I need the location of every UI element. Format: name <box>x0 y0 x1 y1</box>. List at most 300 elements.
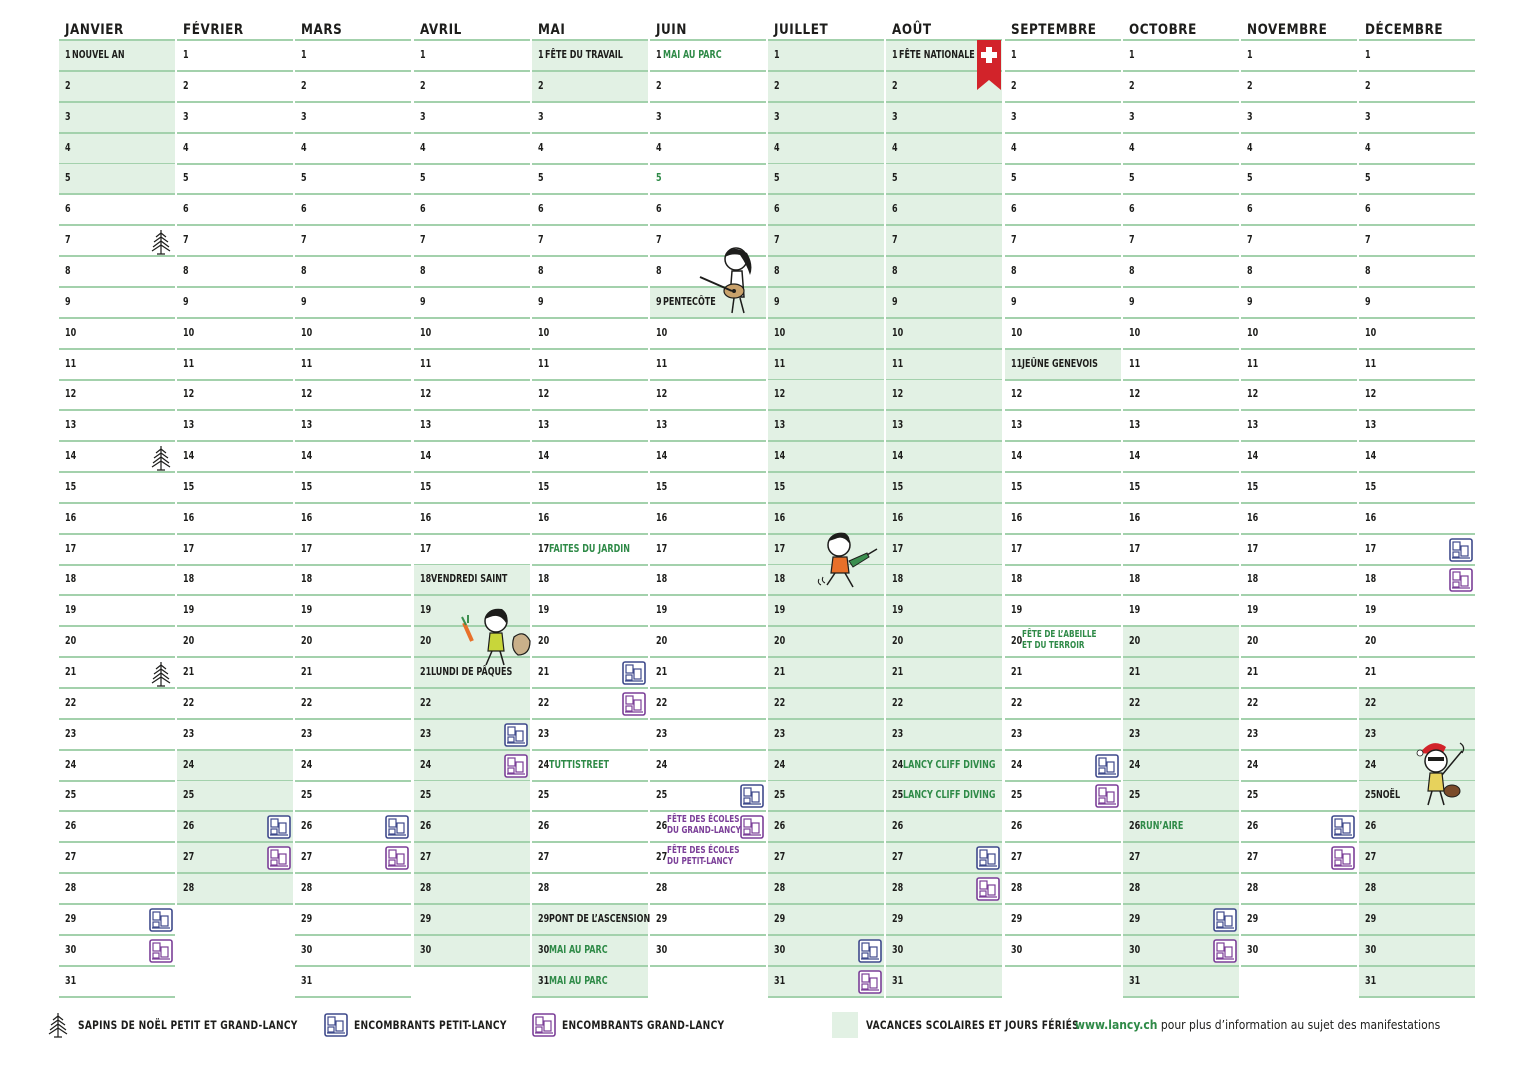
day-cell <box>414 195 530 226</box>
day-cell <box>295 967 411 998</box>
month-title: SEPTEMBRE <box>1011 22 1097 38</box>
day-cell <box>1241 226 1357 257</box>
day-cell <box>532 874 648 905</box>
day-number: 18 <box>892 573 904 585</box>
day-number: 21 <box>1011 666 1023 678</box>
day-number: 26 <box>1365 820 1377 832</box>
day-cell <box>177 565 293 596</box>
bulky-waste-petit-lancy-icon <box>385 815 409 839</box>
day-number: 14 <box>892 450 904 462</box>
day-cell <box>59 473 175 504</box>
day-number: 7 <box>420 234 426 246</box>
day-number: 19 <box>1129 604 1141 616</box>
day-number: 23 <box>1365 728 1377 740</box>
day-number: 5 <box>65 172 71 184</box>
day-cell <box>1359 689 1475 720</box>
day-cell <box>177 596 293 627</box>
day-cell <box>650 843 766 874</box>
event-label: RUN’AIRE <box>1140 820 1184 832</box>
legend-holidays <box>832 1005 1108 1045</box>
day-cell <box>886 689 1002 720</box>
day-cell <box>1005 257 1121 288</box>
day-cell <box>177 134 293 165</box>
day-cell <box>532 226 648 257</box>
day-number: 15 <box>538 481 550 493</box>
day-number: 20 <box>420 635 432 647</box>
day-number: 18 <box>183 573 195 585</box>
bulky-waste-petit-lancy-icon <box>976 846 1000 870</box>
day-number: 4 <box>420 142 426 154</box>
day-cell <box>532 967 648 998</box>
day-cell <box>295 504 411 535</box>
day-cell <box>1005 751 1121 782</box>
day-cell <box>1005 72 1121 103</box>
day-number: 20 <box>656 635 668 647</box>
day-cell <box>1123 226 1239 257</box>
day-cell <box>768 226 884 257</box>
day-number: 4 <box>65 142 71 154</box>
day-cell <box>414 288 530 319</box>
day-number: 27 <box>1365 851 1377 863</box>
day-cell <box>1359 411 1475 442</box>
day-number: 15 <box>1365 481 1377 493</box>
day-number: 2 <box>1011 80 1017 92</box>
day-cell <box>1359 874 1475 905</box>
day-cell <box>886 658 1002 689</box>
day-cell <box>886 627 1002 658</box>
day-cell <box>414 936 530 967</box>
day-cell <box>1359 535 1475 566</box>
day-number: 1 <box>656 49 662 61</box>
day-number: 27 <box>420 851 432 863</box>
bulky-waste-grand-lancy-icon <box>858 970 882 994</box>
day-number: 19 <box>1011 604 1023 616</box>
day-cell <box>1005 504 1121 535</box>
day-cell <box>59 967 175 998</box>
website-note <box>1075 1018 1440 1032</box>
day-cell <box>295 72 411 103</box>
day-cell <box>295 380 411 411</box>
day-cell <box>295 720 411 751</box>
day-number: 14 <box>420 450 432 462</box>
day-cell <box>295 596 411 627</box>
day-cell <box>1005 781 1121 812</box>
day-number: 6 <box>774 203 780 215</box>
day-cell <box>886 319 1002 350</box>
day-number: 24 <box>892 759 904 771</box>
day-number: 19 <box>538 604 550 616</box>
day-cell <box>1005 350 1121 381</box>
day-cell <box>177 442 293 473</box>
day-cell <box>1241 843 1357 874</box>
day-cell <box>1359 812 1475 843</box>
day-cell <box>1123 843 1239 874</box>
day-cell <box>650 164 766 195</box>
day-number: 31 <box>538 975 550 987</box>
day-number: 5 <box>1129 172 1135 184</box>
day-cell <box>1005 905 1121 936</box>
day-number: 24 <box>656 759 668 771</box>
day-cell <box>1359 843 1475 874</box>
day-number: 29 <box>301 913 313 925</box>
day-cell <box>295 905 411 936</box>
day-number: 20 <box>1247 635 1259 647</box>
christmas-tree-icon <box>46 1012 70 1038</box>
day-number: 23 <box>301 728 313 740</box>
day-cell <box>295 164 411 195</box>
day-cell <box>1241 596 1357 627</box>
day-cell <box>886 288 1002 319</box>
day-cell <box>1241 936 1357 967</box>
day-number: 12 <box>301 388 313 400</box>
day-cell <box>1241 72 1357 103</box>
day-cell <box>532 473 648 504</box>
day-number: 10 <box>1247 327 1259 339</box>
day-cell <box>768 473 884 504</box>
day-number: 27 <box>538 851 550 863</box>
day-number: 16 <box>1247 512 1259 524</box>
day-number: 6 <box>420 203 426 215</box>
day-cell <box>295 411 411 442</box>
day-number: 29 <box>65 913 77 925</box>
day-number: 9 <box>183 296 189 308</box>
day-cell <box>295 103 411 134</box>
day-cell <box>59 411 175 442</box>
event-label: PENTECÔTE <box>663 296 716 308</box>
day-number: 18 <box>1247 573 1259 585</box>
day-cell <box>1359 103 1475 134</box>
day-cell <box>59 936 175 967</box>
day-cell <box>177 781 293 812</box>
day-number: 20 <box>1129 635 1141 647</box>
day-cell <box>650 41 766 72</box>
day-number: 21 <box>65 666 77 678</box>
day-number: 3 <box>1011 111 1017 123</box>
day-number: 20 <box>1365 635 1377 647</box>
bulky-waste-grand-lancy-icon <box>1449 568 1473 592</box>
day-number: 20 <box>183 635 195 647</box>
day-cell <box>1005 843 1121 874</box>
day-cell <box>1005 195 1121 226</box>
day-number: 25 <box>301 789 313 801</box>
day-number: 14 <box>1247 450 1259 462</box>
day-number: 29 <box>1247 913 1259 925</box>
day-cell <box>1005 473 1121 504</box>
day-cell <box>59 689 175 720</box>
legend-trees-label: SAPINS DE NOËL PETIT ET GRAND-LANCY <box>78 1018 298 1032</box>
day-number: 12 <box>65 388 77 400</box>
day-cell <box>768 967 884 998</box>
day-number: 2 <box>656 80 662 92</box>
day-cell <box>177 41 293 72</box>
month-title: JUIN <box>656 22 687 38</box>
day-number: 29 <box>538 913 550 925</box>
day-cell <box>768 720 884 751</box>
day-cell <box>768 874 884 905</box>
day-number: 10 <box>774 327 786 339</box>
day-cell <box>295 751 411 782</box>
day-number: 24 <box>1129 759 1141 771</box>
day-number: 22 <box>892 697 904 709</box>
day-cell <box>59 658 175 689</box>
bulky-waste-grand-lancy-icon <box>1331 846 1355 870</box>
day-cell <box>768 350 884 381</box>
day-number: 26 <box>1129 820 1141 832</box>
day-cell <box>532 535 648 566</box>
day-cell <box>177 350 293 381</box>
day-number: 8 <box>1247 265 1253 277</box>
day-number: 2 <box>301 80 307 92</box>
day-number: 4 <box>1129 142 1135 154</box>
day-cell <box>886 843 1002 874</box>
day-number: 3 <box>538 111 544 123</box>
day-cell <box>177 319 293 350</box>
day-number: 22 <box>301 697 313 709</box>
day-cell <box>532 936 648 967</box>
day-cell <box>295 319 411 350</box>
day-number: 15 <box>656 481 668 493</box>
day-number: 11 <box>1247 358 1259 370</box>
day-number: 3 <box>774 111 780 123</box>
day-cell <box>59 257 175 288</box>
day-number: 22 <box>1129 697 1141 709</box>
day-number: 26 <box>420 820 432 832</box>
bulky-waste-petit-lancy-icon <box>1449 538 1473 562</box>
day-cell <box>59 905 175 936</box>
day-number: 16 <box>774 512 786 524</box>
day-cell <box>650 411 766 442</box>
day-cell <box>1005 658 1121 689</box>
day-cell <box>650 134 766 165</box>
bulky-waste-grand-lancy-icon <box>622 692 646 716</box>
day-number: 3 <box>892 111 898 123</box>
day-cell <box>295 195 411 226</box>
day-cell <box>650 380 766 411</box>
day-number: 26 <box>1247 820 1259 832</box>
day-number: 1 <box>1365 49 1371 61</box>
day-number: 21 <box>301 666 313 678</box>
day-number: 28 <box>892 882 904 894</box>
day-number: 6 <box>1365 203 1371 215</box>
day-number: 14 <box>656 450 668 462</box>
day-number: 4 <box>774 142 780 154</box>
day-cell <box>1359 596 1475 627</box>
day-number: 11 <box>183 358 195 370</box>
bulky-waste-grand-lancy-icon <box>504 754 528 778</box>
bulky-waste-petit-lancy-icon <box>622 661 646 685</box>
day-number: 22 <box>1247 697 1259 709</box>
month-title: AOÛT <box>892 22 932 38</box>
event-label: MAI AU PARC <box>549 975 608 987</box>
day-number: 10 <box>1011 327 1023 339</box>
day-cell <box>886 473 1002 504</box>
day-number: 12 <box>1011 388 1023 400</box>
bulky-waste-petit-lancy-icon <box>504 723 528 747</box>
day-cell <box>1005 41 1121 72</box>
day-cell <box>59 319 175 350</box>
day-number: 22 <box>774 697 786 709</box>
day-cell <box>295 689 411 720</box>
day-number: 24 <box>1365 759 1377 771</box>
day-number: 9 <box>301 296 307 308</box>
day-number: 18 <box>1129 573 1141 585</box>
day-cell <box>768 658 884 689</box>
day-number: 20 <box>892 635 904 647</box>
day-number: 18 <box>65 573 77 585</box>
day-cell <box>1241 751 1357 782</box>
day-number: 7 <box>656 234 662 246</box>
day-cell <box>1123 257 1239 288</box>
day-cell <box>768 134 884 165</box>
day-number: 2 <box>892 80 898 92</box>
day-cell <box>177 751 293 782</box>
event-label: NOUVEL AN <box>72 49 125 61</box>
day-number: 9 <box>892 296 898 308</box>
day-number: 12 <box>892 388 904 400</box>
day-cell <box>1123 473 1239 504</box>
day-number: 21 <box>538 666 550 678</box>
day-number: 30 <box>420 944 432 956</box>
day-number: 25 <box>774 789 786 801</box>
day-number: 4 <box>183 142 189 154</box>
day-cell <box>532 905 651 936</box>
day-number: 8 <box>1365 265 1371 277</box>
day-number: 16 <box>892 512 904 524</box>
day-number: 4 <box>538 142 544 154</box>
day-number: 25 <box>1247 789 1259 801</box>
website-link[interactable]: www.lancy.ch <box>1075 1018 1158 1032</box>
day-cell <box>1123 288 1239 319</box>
day-number: 9 <box>656 296 662 308</box>
day-cell <box>1359 504 1475 535</box>
day-cell <box>1005 103 1121 134</box>
day-cell <box>650 504 766 535</box>
day-number: 23 <box>1247 728 1259 740</box>
day-cell <box>59 812 175 843</box>
day-number: 3 <box>1365 111 1371 123</box>
day-cell <box>886 905 1002 936</box>
day-number: 20 <box>65 635 77 647</box>
day-number: 11 <box>65 358 77 370</box>
day-number: 26 <box>65 820 77 832</box>
day-cell <box>59 504 175 535</box>
day-number: 7 <box>65 234 71 246</box>
month-title: JANVIER <box>65 22 124 38</box>
day-cell <box>532 72 648 103</box>
month-title: FÉVRIER <box>183 22 244 38</box>
bulky-waste-petit-lancy-icon <box>1331 815 1355 839</box>
day-number: 14 <box>183 450 195 462</box>
day-cell <box>532 504 648 535</box>
day-number: 25 <box>183 789 195 801</box>
day-number: 8 <box>420 265 426 277</box>
day-cell <box>1359 72 1475 103</box>
day-cell <box>1241 504 1357 535</box>
day-cell <box>414 504 530 535</box>
day-number: 13 <box>774 419 786 431</box>
day-number: 15 <box>1011 481 1023 493</box>
day-number: 24 <box>183 759 195 771</box>
day-cell <box>886 504 1002 535</box>
day-cell <box>1241 874 1357 905</box>
month-title: OCTOBRE <box>1129 22 1197 38</box>
day-cell <box>1005 596 1121 627</box>
day-cell <box>59 843 175 874</box>
day-number: 10 <box>301 327 313 339</box>
day-cell <box>59 535 175 566</box>
day-number: 4 <box>1011 142 1017 154</box>
day-cell <box>414 411 530 442</box>
day-number: 18 <box>1365 573 1377 585</box>
day-number: 23 <box>538 728 550 740</box>
day-number: 17 <box>1129 543 1141 555</box>
day-number: 9 <box>420 296 426 308</box>
day-cell <box>768 195 884 226</box>
day-cell <box>177 380 293 411</box>
day-number: 27 <box>656 851 668 863</box>
day-cell <box>177 720 293 751</box>
day-cell <box>1241 164 1357 195</box>
day-cell <box>886 781 1002 812</box>
day-cell <box>768 41 884 72</box>
day-number: 28 <box>1011 882 1023 894</box>
day-cell <box>650 319 766 350</box>
day-cell <box>1241 781 1357 812</box>
day-cell <box>768 627 884 658</box>
day-cell <box>532 195 648 226</box>
day-number: 5 <box>420 172 426 184</box>
day-cell <box>1123 535 1239 566</box>
day-number: 23 <box>656 728 668 740</box>
day-cell <box>1123 720 1239 751</box>
day-number: 3 <box>656 111 662 123</box>
day-number: 12 <box>420 388 432 400</box>
day-number: 30 <box>774 944 786 956</box>
event-label: MAI AU PARC <box>549 944 608 956</box>
day-cell <box>177 257 293 288</box>
day-cell <box>177 473 293 504</box>
day-cell <box>768 905 884 936</box>
day-number: 14 <box>65 450 77 462</box>
day-cell <box>1005 812 1121 843</box>
day-cell <box>414 72 530 103</box>
day-number: 29 <box>656 913 668 925</box>
day-cell <box>295 627 411 658</box>
day-number: 28 <box>1247 882 1259 894</box>
day-cell <box>1359 627 1475 658</box>
day-cell <box>1005 442 1121 473</box>
day-number: 9 <box>1365 296 1371 308</box>
day-number: 6 <box>538 203 544 215</box>
day-number: 12 <box>538 388 550 400</box>
day-number: 24 <box>65 759 77 771</box>
day-cell <box>1241 812 1357 843</box>
day-number: 7 <box>301 234 307 246</box>
day-cell <box>177 288 293 319</box>
day-number: 11 <box>538 358 550 370</box>
day-cell <box>886 350 1002 381</box>
day-cell <box>414 134 530 165</box>
day-number: 1 <box>774 49 780 61</box>
day-number: 25 <box>892 789 904 801</box>
day-number: 13 <box>656 419 668 431</box>
day-cell <box>414 565 530 596</box>
day-number: 11 <box>656 358 668 370</box>
day-cell <box>532 103 648 134</box>
day-cell <box>295 781 411 812</box>
day-cell <box>414 350 530 381</box>
day-number: 30 <box>65 944 77 956</box>
